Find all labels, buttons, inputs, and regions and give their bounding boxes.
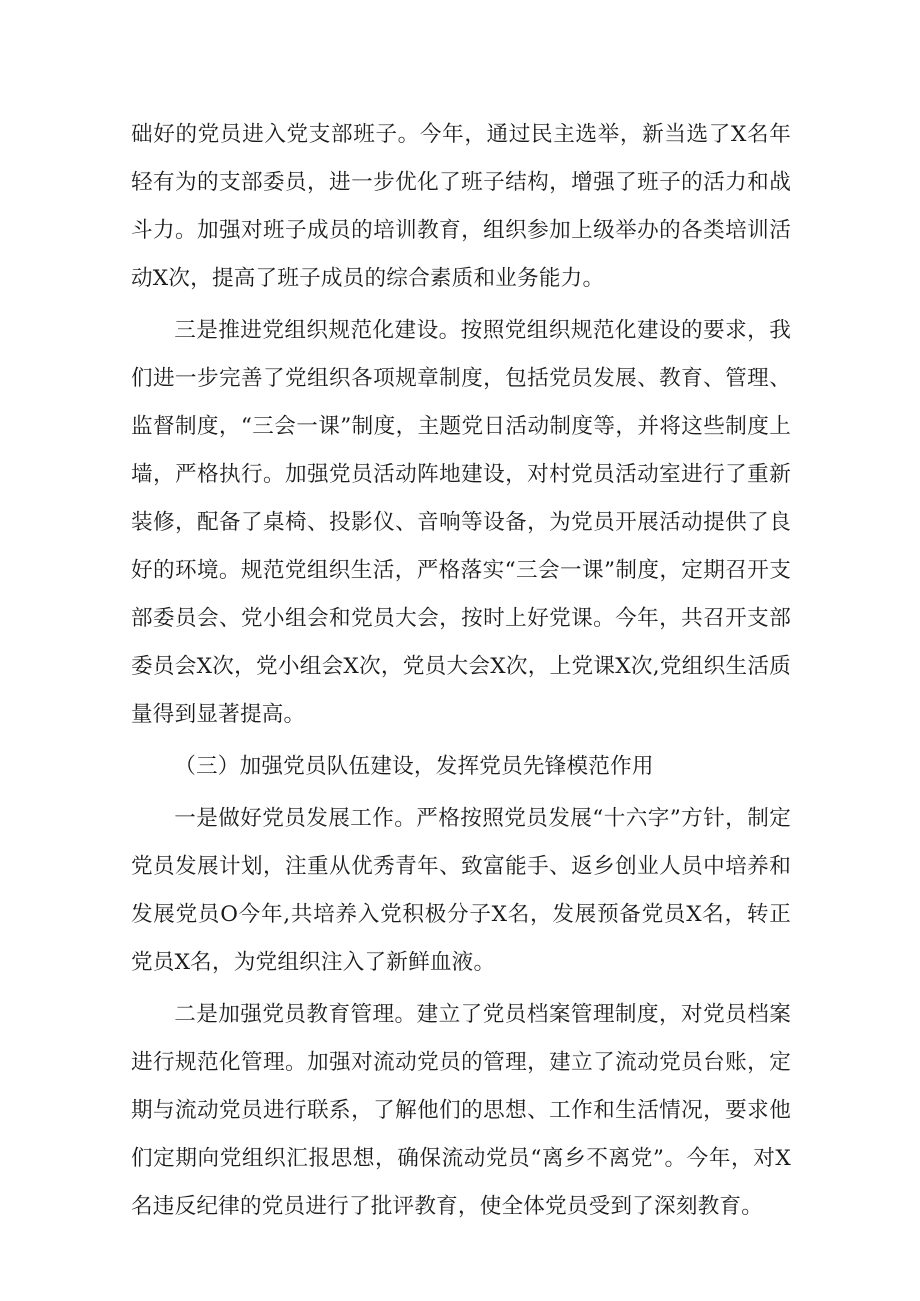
document-body [131, 111, 791, 1235]
section-heading: （三）加强党员队伍建设，发挥党员先锋模范作用 [174, 754, 654, 779]
paragraph-member-development: 一是做好党员发展工作。严格按照党员发展“十六字”方针，制定党员发展计划，注重从优秀青年、致富能手、返乡创业人员中培养和发展党员O今年,共培养入党积极分子X名，发展预备党员X名，转正党员X名，为党组织注入了新鲜血液。 [131, 806, 791, 975]
paragraph-continuation: 础好的党员进入党支部班子。今年，通过民主选举，新当选了X名年轻有为的支部委员，进一步优化了班子结构，增强了班子的活力和战斗力。加强对班子成员的培训教育，组织参加上级举办的各类培训活动X次，提高了班子成员的综合素质和业务能力。 [131, 122, 791, 291]
paragraph-standardization: 三是推进党组织规范化建设。按照党组织规范化建设的要求，我们进一步完善了党组织各项规章制度，包括党员发展、教育、管理、监督制度，“三会一课”制度，主题党日活动制度等，并将这些制度上墙，严格执行。加强党员活动阵地建设，对村党员活动室进行了重新装修，配备了桌椅、投影仪、音响等设备，为党员开展活动提供了良好的环境。规范党组织生活，严格落实“三会一课”制度，定期召开支部委员会、党小组会和党员大会，按时上好党课。今年，共召开支部委员会X次，党小组会X次，党员大会X次，上党课X次,党组织生活质量得到显著提高。 [131, 318, 791, 727]
paragraph-member-education: 二是加强党员教育管理。建立了党员档案管理制度，对党员档案进行规范化管理。加强对流动党员的管理，建立了流动党员台账，定期与流动党员进行联系，了解他们的思想、工作和生活情况，要求他们定期向党组织汇报思想，确保流动党员“离乡不离党”。今年，对X名违反纪律的党员进行了批评教育，使全体党员受到了深刻教育。 [131, 1002, 791, 1219]
